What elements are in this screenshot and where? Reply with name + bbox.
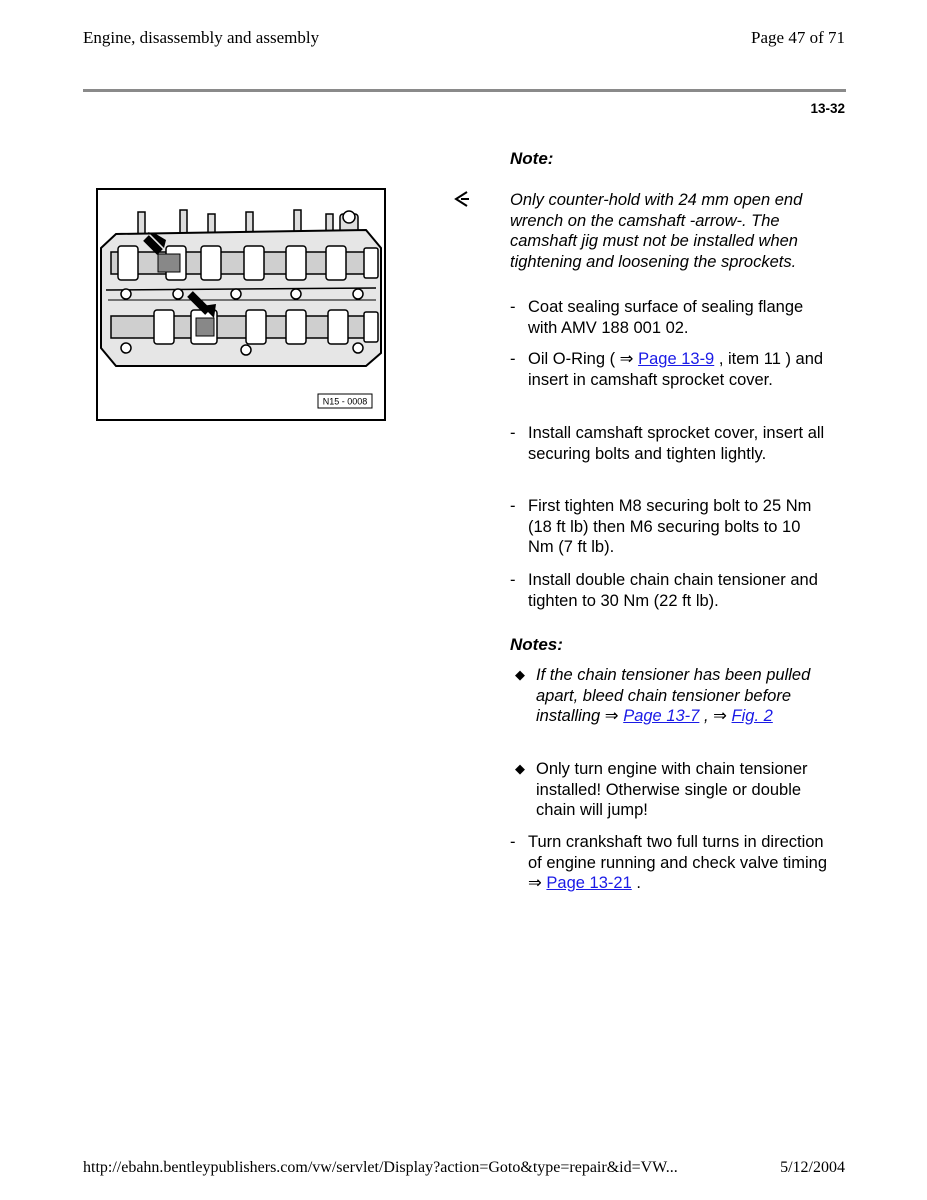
page-indicator: Page 47 of 71	[751, 28, 845, 47]
header-title: Engine, disassembly and assembly	[83, 28, 320, 47]
notes-heading: Notes:	[510, 635, 563, 654]
step-coat-sealing: - Coat sealing surface of sealing flange with AMV 188 001 02.	[510, 298, 804, 337]
header-divider	[83, 89, 846, 92]
link-page-13-21[interactable]: Page 13-21	[546, 874, 632, 892]
note-text: Only counter-hold with 24 mm open end wrench on the camshaft -arrow-. The camshaft jig must not be installed when tightening and loosening the sprockets.	[510, 191, 803, 271]
step-install-cover: - Install camshaft sprocket cover, insert all securing bolts and tighten lightly.	[510, 424, 825, 463]
footer-url: http://ebahn.bentleypublishers.com/vw/servlet/Display?action=Goto&type=repair&id=VW...	[83, 1159, 678, 1176]
link-page-13-7[interactable]: Page 13-7	[623, 707, 700, 725]
footer-date: 5/12/2004	[780, 1159, 845, 1176]
bullet-diamond-icon: ◆	[515, 667, 525, 682]
note-heading: Note:	[510, 149, 554, 168]
note-bleed-tensioner: ◆ If the chain tensioner has been pulled apart, bleed chain tensioner before installing ⇒ Page 13-7 , ⇒ Fig. 2	[515, 666, 811, 725]
bullet-diamond-icon: ◆	[515, 761, 525, 776]
step-install-tensioner: - Install double chain chain tensioner and tighten to 30 Nm (22 ft lb).	[510, 571, 818, 610]
link-fig-2[interactable]: Fig. 2	[731, 707, 773, 725]
cylinder-head-drawing	[101, 210, 381, 366]
step-turn-crankshaft: - Turn crankshaft two full turns in direction of engine running and check valve timing ⇒ Page 13-21 .	[510, 833, 828, 892]
note-turn-engine: ◆ Only turn engine with chain tensioner installed! Otherwise single or double chain will jump!	[515, 760, 808, 819]
figure-label: N15 - 0008	[322, 396, 368, 407]
step-oil-o-ring: - Oil O-Ring ( ⇒ Page 13-9 , item 11 ) and insert in camshaft sprocket cover.	[510, 350, 824, 389]
link-page-13-9[interactable]: Page 13-9	[638, 350, 715, 368]
step-tighten-bolts: - First tighten M8 securing bolt to 25 Nm (18 ft lb) then M6 securing bolts to 10 Nm (7 ft lb).	[510, 497, 812, 556]
section-number: 13-32	[810, 101, 845, 116]
camshaft-figure	[96, 188, 386, 421]
figure-pointer-icon	[452, 190, 472, 208]
